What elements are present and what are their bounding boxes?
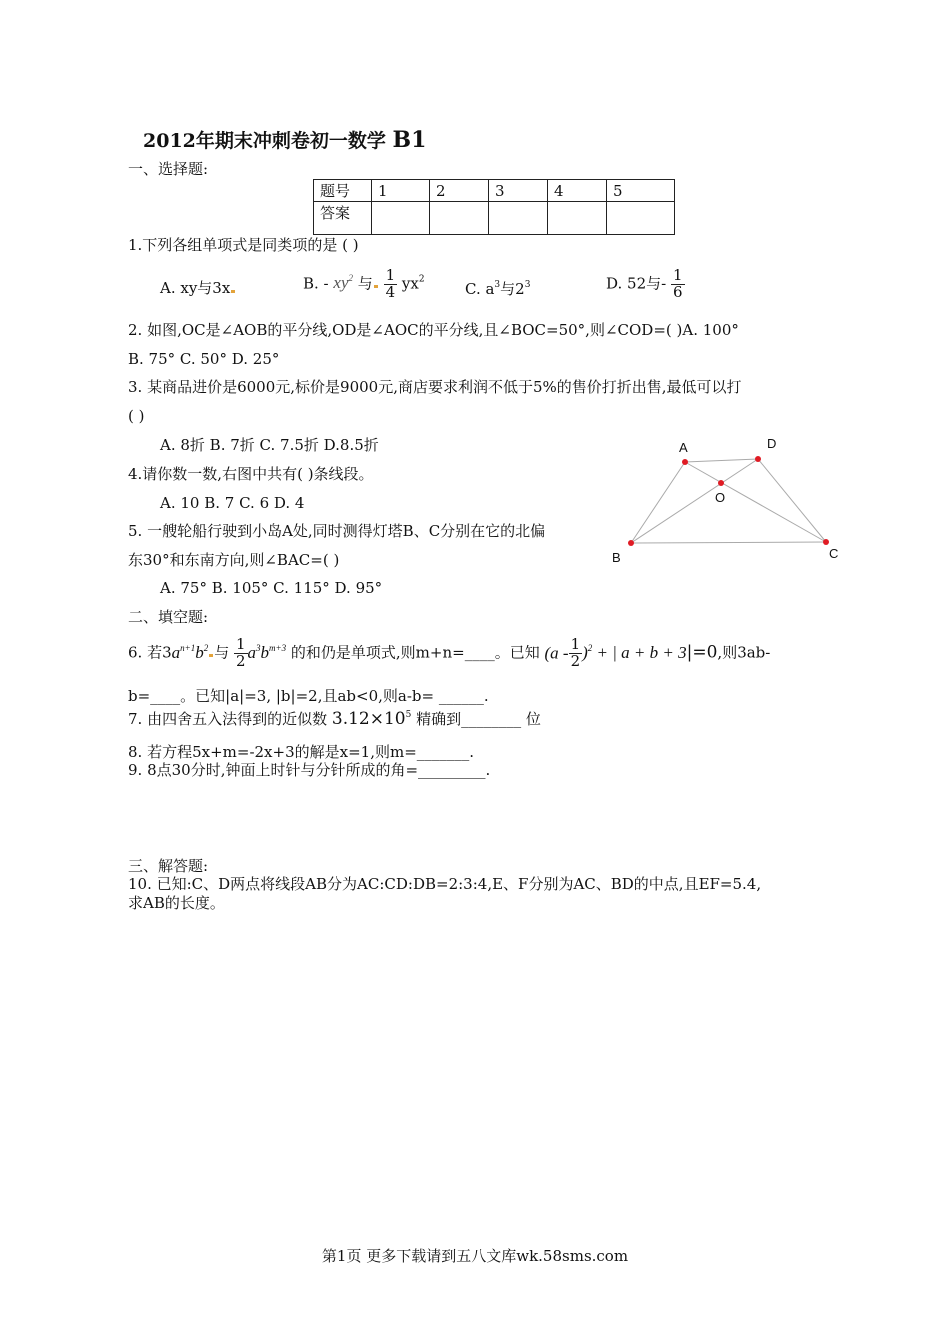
q6-fraction-half (234, 637, 248, 670)
fraction-numerator: 1 (570, 635, 581, 653)
page-title (143, 128, 426, 153)
q4-stem: 4.请你数一数,右图中共有( )条线段。 (128, 465, 374, 483)
point-A (682, 459, 688, 465)
q6-end: ,则3ab- (717, 643, 771, 662)
q6-equation-tail: )$^2$ + | a + b + 3 (582, 643, 687, 663)
title-main: 2012年期末冲刺卷初一数学 (143, 130, 386, 152)
q6-mid: 与 (214, 643, 230, 662)
segment-AC (685, 462, 826, 542)
fraction-denominator: 2 (236, 651, 246, 670)
q9-line: 9. 8点30分时,钟面上时针与分针所成的角=_________. (128, 761, 491, 779)
q10-line1: 10. 已知:C、D两点将线段AB分为AC:CD:DB=2:3:4,E、F分别为AC、BD的中点,且EF=5.4, (128, 875, 762, 893)
q5-line1: 5. 一艘轮船行驶到小岛A处,同时测得灯塔B、C分别在它的北偏 (128, 522, 546, 540)
answer-cell[interactable] (372, 202, 430, 235)
label-D: D (767, 436, 777, 451)
q6-post: 的和仍是单项式,则m+n=____。已知 (290, 643, 540, 662)
section-choice-heading: 一、选择题: (128, 160, 209, 178)
title-suffix: B1 (392, 127, 427, 153)
label-A: A (679, 440, 688, 455)
answer-table-number: 1 (372, 180, 430, 202)
page-footer: 第1页 更多下载请到五八文库wk.58sms.com (321, 1247, 629, 1265)
fraction-numerator: 1 (672, 266, 683, 284)
q6-eq-tail: |=0 (686, 642, 718, 663)
q1-option-b-mid: 与 (357, 274, 373, 293)
q6-line2: b=____。已知|a|=3, |b|=2,且ab<0,则a-b= ______. (128, 687, 489, 705)
artifact-dot (231, 290, 235, 293)
segment-AD (685, 459, 758, 462)
q1-option-c: C. $a^3$与$2^3$ (465, 280, 531, 298)
q1-stem: 1.下列各组单项式是同类项的是 ( ) (128, 236, 359, 254)
q6-pre: 6. 若3 (128, 643, 172, 662)
point-B (628, 540, 634, 546)
section-fill-heading: 二、填空题: (128, 608, 209, 626)
q7-number: 3.12×10 (331, 709, 406, 729)
fraction-denominator: 6 (672, 282, 683, 301)
q3-line2: ( ) (128, 407, 145, 425)
fraction-denominator: 4 (385, 282, 396, 301)
q7-post: 精确到________ 位 (416, 710, 541, 728)
q2-line2: B. 75° C. 50° D. 25° (128, 350, 280, 368)
answer-table (313, 179, 675, 235)
q1-option-a (160, 280, 236, 297)
artifact-dot (374, 285, 378, 288)
q2-line1: 2. 如图,OC是∠AOB的平分线,OD是∠AOC的平分线,且∠BOC=50°,则∠COD=( )A. 100° (128, 321, 739, 339)
label-O: O (715, 490, 726, 505)
fraction-numerator: 1 (236, 635, 246, 653)
answer-table-answer-label: 答案 (314, 202, 372, 235)
answer-table-number: 5 (607, 180, 675, 202)
fraction-denominator: 2 (570, 651, 581, 670)
label-B: B (612, 550, 621, 565)
fraction-numerator: 1 (385, 266, 396, 284)
answer-table-number: 4 (548, 180, 607, 202)
q3-options: A. 8折 B. 7折 C. 7.5折 D.8.5折 (160, 436, 379, 454)
q1-option-d-pre: D. 52与- (606, 274, 667, 293)
label-C: C (829, 546, 839, 561)
q7-line: 7. 由四舍五入法得到的近似数 $3.12\times 10^5$ 精确到________ 位 (128, 709, 541, 729)
q1-option-b-pre: B. - (303, 274, 329, 293)
q4-options: A. 10 B. 7 C. 6 D. 4 (160, 494, 305, 512)
section-solve-heading: 三、解答题: (128, 857, 209, 875)
answer-table-number: 2 (430, 180, 489, 202)
point-D (755, 456, 761, 462)
q1-option-a-text: A. xy与3x (160, 279, 231, 297)
point-C (823, 539, 829, 545)
q1-option-b-post: yx (401, 274, 419, 293)
q6-term1: $a^{n+1}b^2$ (171, 643, 209, 663)
segment-BC (631, 542, 826, 543)
q1-fraction-sixth (671, 268, 685, 301)
segment-AB (631, 462, 685, 543)
q1-option-b: B. - $xy^2$ 与 $\frac{1}{4}$ $yx^2$ (303, 266, 425, 301)
q5-options: A. 75° B. 105° C. 115° D. 95° (160, 579, 383, 597)
answer-cell[interactable] (548, 202, 607, 235)
answer-cell[interactable] (607, 202, 675, 235)
point-O (718, 480, 724, 486)
q1-option-d (606, 268, 685, 301)
answer-table-number: 3 (489, 180, 548, 202)
segment-DB (631, 459, 758, 543)
q6-equation: (a - (544, 643, 569, 663)
q6-term2: $a^3b^{m+3}$ (247, 643, 287, 663)
answer-table-header-label: 题号 (314, 180, 372, 202)
q8-line: 8. 若方程5x+m=-2x+3的解是x=1,则m=_______. (128, 743, 475, 761)
q3-line1: 3. 某商品进价是6000元,标价是9000元,商店要求利润不低于5%的售价打折出售,最低可以打 (128, 378, 742, 396)
segment-DC (758, 459, 826, 542)
q1-term-xy2: $xy^2$ (333, 273, 354, 293)
q7-pre: 7. 由四舍五入法得到的近似数 (128, 710, 328, 728)
q6-line1 (128, 637, 770, 670)
artifact-dot (209, 654, 213, 657)
answer-cell[interactable] (430, 202, 489, 235)
q10-line2: 求AB的长度。 (128, 894, 225, 912)
q1-fraction-quarter (384, 268, 398, 301)
answer-cell[interactable] (489, 202, 548, 235)
q5-line2: 东30°和东南方向,则∠BAC=( ) (128, 551, 340, 569)
q1-option-c-mid: 与2 (500, 280, 525, 298)
q6-eq-fraction (569, 637, 583, 670)
geometry-figure (600, 432, 850, 572)
q1-option-c-text: C. a (465, 280, 495, 298)
